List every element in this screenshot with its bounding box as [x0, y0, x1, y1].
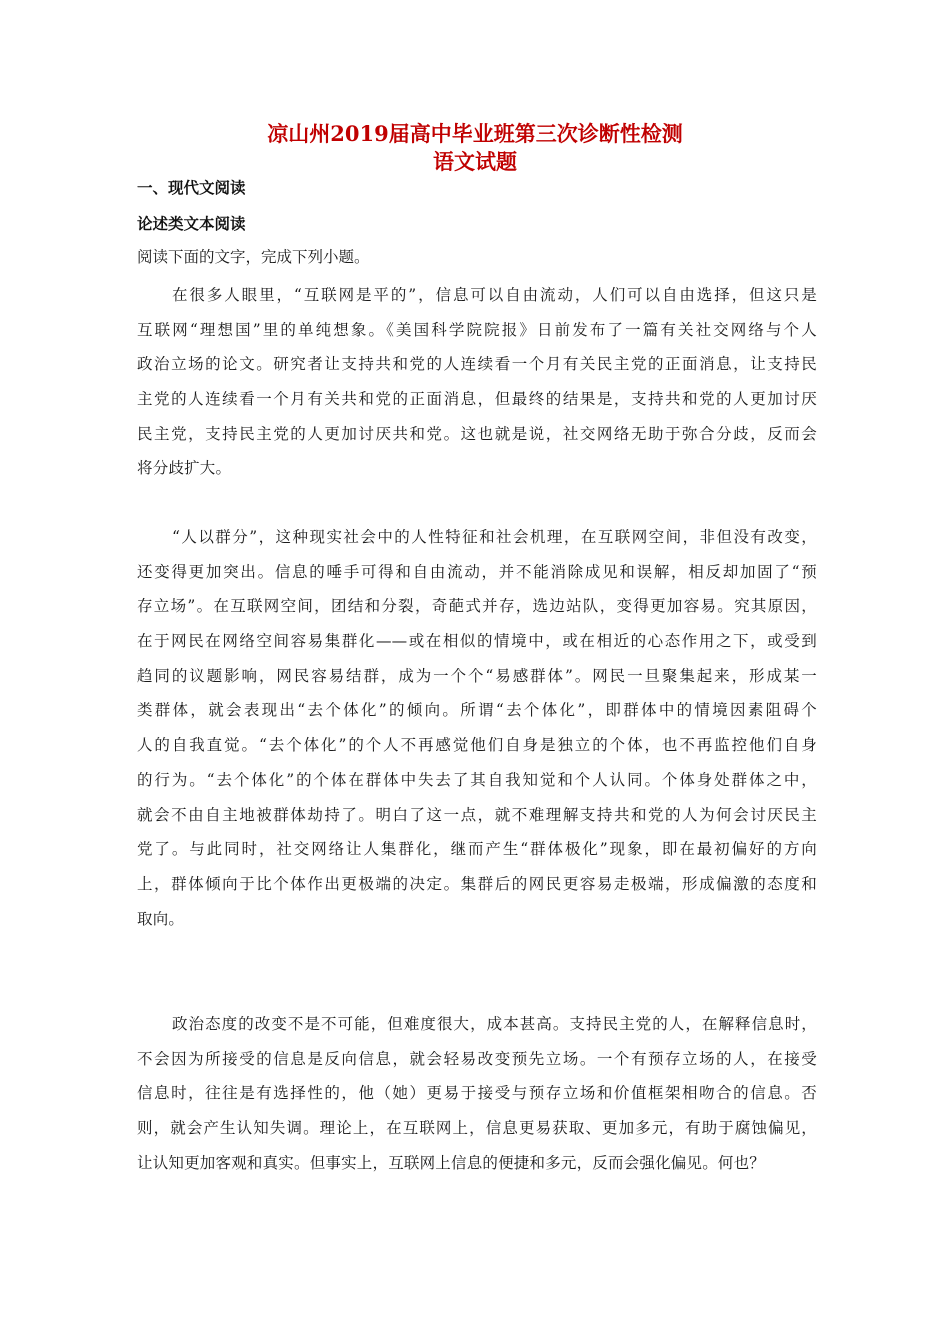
- paragraph-line: 趋同的议题影响，网民容易结群，成为一个个“易感群体”。网民一旦聚集起来，形成某一: [137, 666, 817, 685]
- paragraph-line: 党了。与此同时，社交网络让人集群化，继而产生“群体极化”现象，即在最初偏好的方向: [137, 840, 817, 859]
- document-title: [0, 120, 950, 176]
- paragraph-line: 则，就会产生认知失调。理论上，在互联网上，信息更易获取、更加多元，有助于腐蚀偏见，: [137, 1119, 817, 1138]
- paragraph-line: 将分歧扩大。: [137, 459, 232, 478]
- subsection-heading: 论述类文本阅读: [137, 214, 246, 233]
- paragraph-line: 民主党，支持民主党的人更加讨厌共和党。这也就是说，社交网络无助于弥合分歧，反而会: [137, 424, 817, 443]
- paragraph-line: 在很多人眼里，“互联网是平的”，信息可以自由流动，人们可以自由选择，但这只是: [172, 286, 817, 304]
- paragraph-line: 上，群体倾向于比个体作出更极端的决定。集群后的网民更容易走极端，形成偏激的态度和: [137, 874, 817, 893]
- paragraph-line: 人的自我直觉。“去个体化”的个人不再感觉他们自身是独立的个体，也不再监控他们自身: [137, 736, 817, 755]
- paragraph-1: [137, 283, 817, 491]
- paragraph-line: 还变得更加突出。信息的唾手可得和自由流动，并不能消除成见和误解，相反却加固了“预: [137, 562, 817, 581]
- title-line-1: 凉山州2019届高中毕业班第三次诊断性检测: [267, 121, 683, 146]
- paragraph-line: 类群体，就会表现出“去个体化”的倾向。所谓“去个体化”，即群体中的情境因素阻碍个: [137, 701, 817, 720]
- paragraph-line: 政治态度的改变不是不可能，但难度很大，成本甚高。支持民主党的人，在解释信息时，: [172, 1015, 817, 1033]
- instruction-text: 阅读下面的文字，完成下列小题。: [137, 248, 370, 266]
- paragraph-line: “人以群分”，这种现实社会中的人性特征和社会机理，在互联网空间，非但没有改变，: [172, 528, 817, 546]
- paragraph-line: 取向。: [137, 909, 185, 928]
- paragraph-line: 信息时，往往是有选择性的，他（她）更易于接受与预存立场和价值框架相吻合的信息。否: [137, 1084, 817, 1103]
- paragraph-line: 让认知更加客观和真实。但事实上，互联网上信息的便捷和多元，反而会强化偏见。何也？: [137, 1153, 766, 1172]
- paragraph-line: 政治立场的论文。研究者让支持共和党的人连续看一个月有关民主党的正面消息，让支持民: [137, 355, 817, 374]
- title-line-2: 语文试题: [433, 149, 517, 174]
- paragraph-line: 互联网“理想国”里的单纯想象。《美国科学院院报》日前发布了一篇有关社交网络与个人: [137, 320, 817, 339]
- paragraph-line: 的行为。“去个体化”的个体在群体中失去了其自我知觉和个人认同。个体身处群体之中，: [137, 770, 817, 789]
- paragraph-line: 主党的人连续看一个月有关共和党的正面消息，但最终的结果是，支持共和党的人更加讨厌: [137, 390, 817, 409]
- paragraph-line: 就会不由自主地被群体劫持了。明白了这一点，就不难理解支持共和党的人为何会讨厌民主: [137, 805, 817, 824]
- section-heading: 一、现代文阅读: [137, 178, 246, 197]
- paragraph-3: [137, 1012, 817, 1185]
- paragraph-line: 在于网民在网络空间容易集群化——或在相似的情境中，或在相近的心态作用之下，或受到: [137, 632, 817, 651]
- paragraph-line: 不会因为所接受的信息是反向信息，就会轻易改变预先立场。一个有预存立场的人，在接受: [137, 1049, 817, 1068]
- paragraph-2: [137, 525, 817, 941]
- paragraph-line: 存立场”。在互联网空间，团结和分裂，奇葩式并存，选边站队，变得更加容易。究其原因，: [137, 597, 817, 616]
